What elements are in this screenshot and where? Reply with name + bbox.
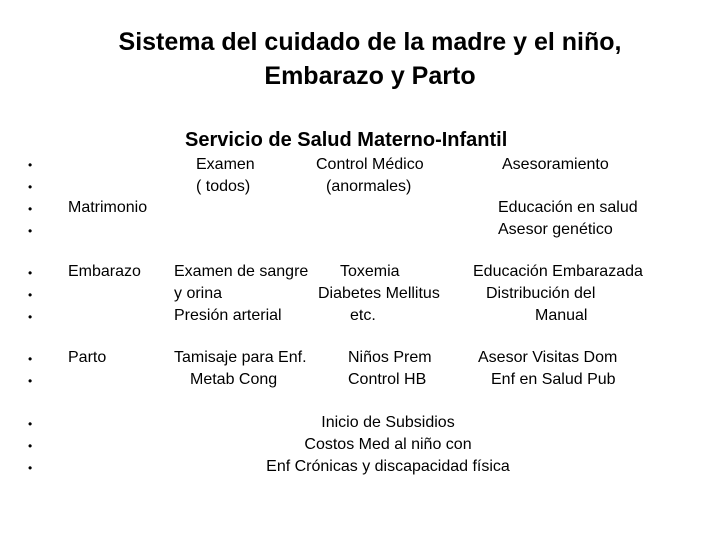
exam-text: y orina — [174, 285, 223, 302]
exam-text: Examen — [196, 156, 255, 173]
advice-text: Educación en salud — [498, 199, 638, 216]
bullet: • — [28, 310, 33, 324]
bullet: • — [28, 439, 33, 453]
control-text: (anormales) — [326, 178, 412, 195]
title-line-2: Embarazo y Parto — [264, 62, 476, 90]
control-text: Toxemia — [340, 263, 400, 280]
advice-text: Asesor genético — [498, 221, 613, 238]
title-line-1: Sistema del cuidado de la madre y el niño, — [118, 28, 622, 56]
bullet: • — [28, 288, 33, 302]
bullet: • — [28, 417, 33, 431]
control-text: Niños Prem — [348, 349, 432, 366]
advice-text: Educación Embarazada — [473, 263, 643, 280]
exam-text: Presión arterial — [174, 307, 282, 324]
advice-text: Asesoramiento — [502, 156, 609, 173]
exam-text: Tamisaje para Enf. — [174, 349, 307, 366]
advice-text: Manual — [535, 307, 588, 324]
subtitle: Servicio de Salud Materno-Infantil — [185, 129, 508, 151]
row-label-matrimonio: Matrimonio — [68, 199, 148, 216]
advice-text: Enf en Salud Pub — [491, 371, 616, 388]
bullet: • — [28, 374, 33, 388]
control-text: etc. — [350, 307, 376, 324]
bullet: • — [28, 180, 33, 194]
bullet: • — [28, 224, 33, 238]
bullet: • — [28, 266, 33, 280]
control-text: Control Médico — [316, 156, 424, 173]
bullet: • — [28, 352, 33, 366]
bullet: • — [28, 158, 33, 172]
bullet: • — [28, 202, 33, 216]
bullet: • — [28, 461, 33, 475]
final-text: Inicio de Subsidios — [321, 414, 455, 431]
row-label-embarazo: Embarazo — [68, 263, 141, 280]
advice-text: Asesor Visitas Dom — [478, 349, 618, 366]
control-text: Control HB — [348, 371, 427, 388]
row-label-parto: Parto — [68, 349, 107, 366]
control-text: Diabetes Mellitus — [318, 285, 440, 302]
final-text: Enf Crónicas y discapacidad física — [266, 458, 510, 475]
advice-text: Distribución del — [486, 285, 596, 302]
exam-text: Examen de sangre — [174, 263, 309, 280]
final-text: Costos Med al niño con — [304, 436, 472, 453]
exam-text: ( todos) — [196, 178, 251, 195]
exam-text: Metab Cong — [190, 371, 278, 388]
